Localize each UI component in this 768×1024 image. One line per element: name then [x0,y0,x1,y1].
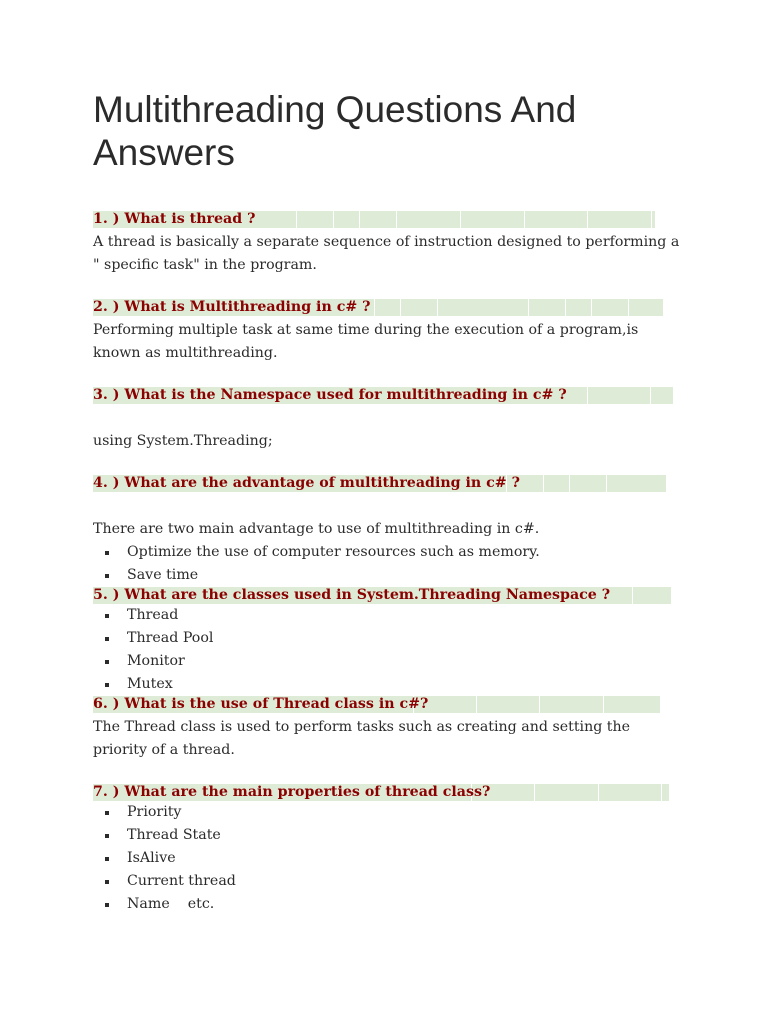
question-heading: 7. ) What are the main properties of thread class? [93,784,683,801]
question-heading: 6. ) What is the use of Thread class in c#? [93,696,683,713]
answer-text: There are two main advantage to use of multithreading in c#. [93,521,540,537]
question-heading: 3. ) What is the Namespace used for multithreading in c# ? [93,387,683,404]
list-item: IsAlive [105,847,683,870]
list-item: Monitor [105,650,683,673]
qa-item-6 [93,696,683,762]
list-item: Thread Pool [105,627,683,650]
list-item: Priority [105,801,683,824]
answer-text: Performing multiple task at same time during the execution of a program,is known as multithreading. [93,322,639,361]
list-item: Thread [105,604,683,627]
list-item: Mutex [105,673,683,696]
list-item: Current thread [105,870,683,893]
question-heading: 2. ) What is Multithreading in c# ? [93,299,683,316]
list-item: Thread State [105,824,683,847]
qa-item-1 [93,211,683,277]
qa-item-2 [93,299,683,365]
answer-text: The Thread class is used to perform tasks such as creating and setting the priority of a thread. [93,719,631,758]
document-title: Multithreading Questions And Answers [93,89,577,173]
question-heading: 1. ) What is thread ? [93,211,683,228]
bullet-list [93,604,683,696]
bullet-list [93,801,683,916]
answer-text: A thread is basically a separate sequence of instruction designed to performing a " specific task" in the program. [93,234,680,273]
qa-item-4 [93,475,683,587]
qa-item-7 [93,784,683,916]
question-heading: 5. ) What are the classes used in System.Threading Namespace ? [93,587,683,604]
question-heading: 4. ) What are the advantage of multithreading in c# ? [93,475,683,492]
list-item: Optimize the use of computer resources such as memory. [105,541,683,564]
list-item: Save time [105,564,683,587]
answer-text: using System.Threading; [93,433,273,449]
list-item: Name etc. [105,893,683,916]
qa-item-5 [93,587,683,696]
qa-item-3 [93,387,683,453]
document-page [93,88,683,916]
bullet-list [93,541,683,587]
